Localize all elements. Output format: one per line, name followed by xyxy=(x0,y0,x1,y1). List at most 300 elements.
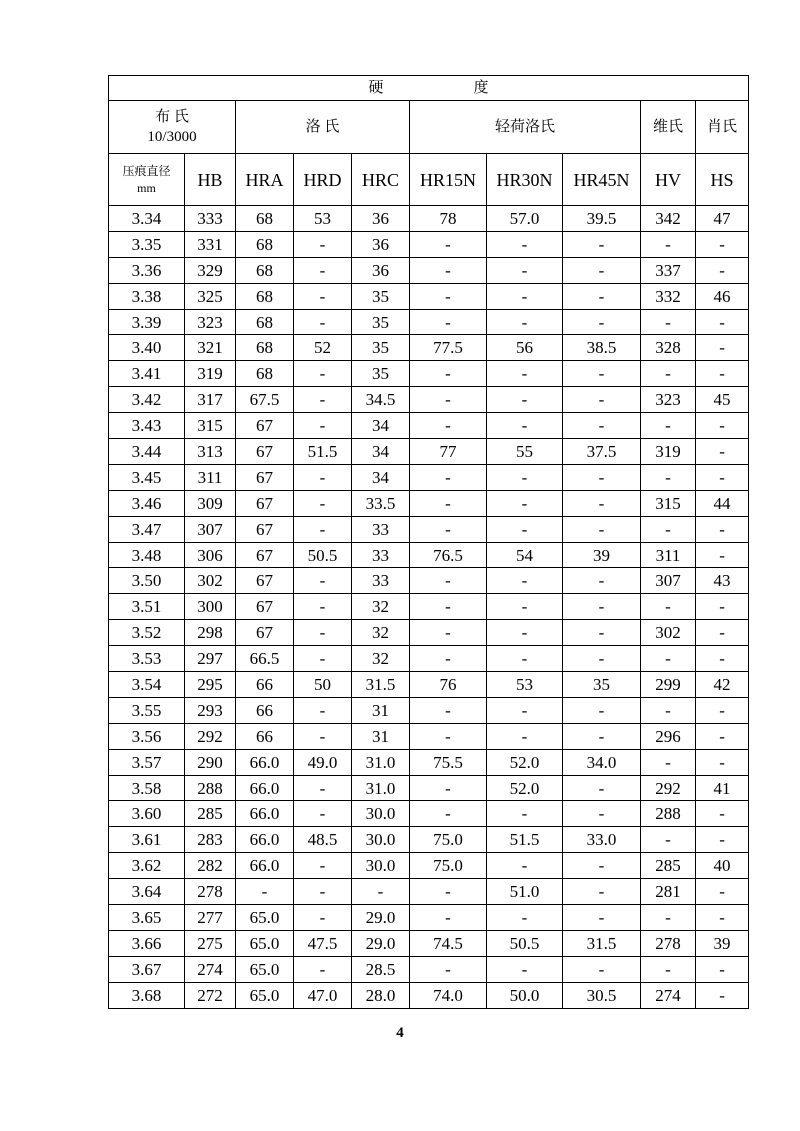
cell-hs: - xyxy=(696,697,749,723)
cell-hra: 67.5 xyxy=(236,387,294,413)
cell-hr45n: 39 xyxy=(563,542,641,568)
cell-hr45n: - xyxy=(563,283,641,309)
cell-hr15n: - xyxy=(410,516,487,542)
cell-hb: 311 xyxy=(185,464,236,490)
table-row xyxy=(109,439,749,465)
cell-hra: 66 xyxy=(236,672,294,698)
cell-hb: 317 xyxy=(185,387,236,413)
cell-hr45n: - xyxy=(563,853,641,879)
cell-hs: - xyxy=(696,982,749,1008)
header-light-rockwell: 轻荷洛氏 xyxy=(410,101,641,154)
cell-hra: 67 xyxy=(236,490,294,516)
cell-hr45n: 31.5 xyxy=(563,930,641,956)
cell-hrc: 34 xyxy=(352,439,410,465)
cell-hs: - xyxy=(696,542,749,568)
header-hr30n: HR30N xyxy=(487,154,563,206)
table-row xyxy=(109,827,749,853)
cell-indent-diameter: 3.54 xyxy=(109,672,185,698)
cell-hv: - xyxy=(641,697,696,723)
cell-hr30n: 52.0 xyxy=(487,775,563,801)
cell-hr15n: - xyxy=(410,594,487,620)
cell-hr30n: - xyxy=(487,853,563,879)
cell-hr15n: 76 xyxy=(410,672,487,698)
cell-hs: - xyxy=(696,801,749,827)
cell-hrc: 28.0 xyxy=(352,982,410,1008)
cell-hra: 67 xyxy=(236,413,294,439)
cell-indent-diameter: 3.48 xyxy=(109,542,185,568)
cell-hra: 67 xyxy=(236,594,294,620)
cell-hr45n: - xyxy=(563,697,641,723)
cell-hr45n: - xyxy=(563,516,641,542)
cell-hb: 302 xyxy=(185,568,236,594)
cell-hr30n: - xyxy=(487,231,563,257)
cell-hrd: - xyxy=(294,283,352,309)
cell-hs: - xyxy=(696,905,749,931)
cell-hb: 298 xyxy=(185,620,236,646)
cell-hb: 295 xyxy=(185,672,236,698)
cell-hr45n: 38.5 xyxy=(563,335,641,361)
cell-hr30n: - xyxy=(487,697,563,723)
cell-hb: 300 xyxy=(185,594,236,620)
cell-hr15n: - xyxy=(410,620,487,646)
cell-indent-diameter: 3.38 xyxy=(109,283,185,309)
cell-hrc: 33.5 xyxy=(352,490,410,516)
cell-hv: 337 xyxy=(641,257,696,283)
cell-hv: 311 xyxy=(641,542,696,568)
cell-hv: 332 xyxy=(641,283,696,309)
cell-hr30n: - xyxy=(487,956,563,982)
cell-hr15n: 77 xyxy=(410,439,487,465)
header-rockwell: 洛 氏 xyxy=(236,101,410,154)
cell-hr30n: - xyxy=(487,257,563,283)
cell-hs: - xyxy=(696,413,749,439)
table-row xyxy=(109,335,749,361)
cell-hs: - xyxy=(696,646,749,672)
cell-hrc: 32 xyxy=(352,594,410,620)
cell-hrc: 34 xyxy=(352,464,410,490)
cell-hrc: 31 xyxy=(352,723,410,749)
cell-hr30n: - xyxy=(487,516,563,542)
cell-hb: 285 xyxy=(185,801,236,827)
cell-hb: 297 xyxy=(185,646,236,672)
cell-indent-diameter: 3.41 xyxy=(109,361,185,387)
cell-indent-diameter: 3.55 xyxy=(109,697,185,723)
cell-hrd: - xyxy=(294,568,352,594)
cell-hv: - xyxy=(641,956,696,982)
cell-hv: 281 xyxy=(641,879,696,905)
cell-hb: 277 xyxy=(185,905,236,931)
table-row xyxy=(109,930,749,956)
cell-hr45n: - xyxy=(563,490,641,516)
table-row xyxy=(109,879,749,905)
cell-indent-diameter: 3.44 xyxy=(109,439,185,465)
cell-hr45n: - xyxy=(563,775,641,801)
cell-indent-diameter: 3.65 xyxy=(109,905,185,931)
cell-hrd: - xyxy=(294,853,352,879)
cell-hr30n: 51.5 xyxy=(487,827,563,853)
table-row xyxy=(109,697,749,723)
cell-indent-diameter: 3.61 xyxy=(109,827,185,853)
cell-hra: 66.0 xyxy=(236,853,294,879)
cell-hr15n: 76.5 xyxy=(410,542,487,568)
cell-hrc: 36 xyxy=(352,257,410,283)
cell-hr30n: - xyxy=(487,723,563,749)
cell-hr45n: - xyxy=(563,723,641,749)
header-brinell-line1: 布 氏 xyxy=(155,108,189,125)
cell-hr45n: - xyxy=(563,905,641,931)
cell-hb: 319 xyxy=(185,361,236,387)
cell-hr45n: - xyxy=(563,956,641,982)
cell-hr45n: - xyxy=(563,879,641,905)
cell-hr45n: - xyxy=(563,387,641,413)
cell-indent-diameter: 3.35 xyxy=(109,231,185,257)
cell-hrd: - xyxy=(294,905,352,931)
cell-hv: 323 xyxy=(641,387,696,413)
cell-hs: 43 xyxy=(696,568,749,594)
cell-hr15n: - xyxy=(410,801,487,827)
cell-hrc: 36 xyxy=(352,231,410,257)
cell-hs: 40 xyxy=(696,853,749,879)
cell-hra: 66.5 xyxy=(236,646,294,672)
cell-hv: 274 xyxy=(641,982,696,1008)
cell-hrd: - xyxy=(294,413,352,439)
table-row xyxy=(109,283,749,309)
cell-hr30n: 51.0 xyxy=(487,879,563,905)
cell-indent-diameter: 3.40 xyxy=(109,335,185,361)
cell-hv: - xyxy=(641,516,696,542)
cell-hr15n: - xyxy=(410,257,487,283)
table-row xyxy=(109,387,749,413)
header-hra: HRA xyxy=(236,154,294,206)
table-row xyxy=(109,749,749,775)
cell-hv: 328 xyxy=(641,335,696,361)
cell-hra: 68 xyxy=(236,361,294,387)
cell-hr15n: - xyxy=(410,568,487,594)
cell-hb: 283 xyxy=(185,827,236,853)
cell-hb: 274 xyxy=(185,956,236,982)
cell-hs: - xyxy=(696,827,749,853)
cell-indent-diameter: 3.53 xyxy=(109,646,185,672)
table-row xyxy=(109,490,749,516)
cell-hrd: 52 xyxy=(294,335,352,361)
cell-hr15n: - xyxy=(410,413,487,439)
cell-hs: - xyxy=(696,956,749,982)
cell-hr30n: - xyxy=(487,905,563,931)
cell-hrd: - xyxy=(294,231,352,257)
cell-hr15n: - xyxy=(410,361,487,387)
cell-hr15n: - xyxy=(410,283,487,309)
header-indent-line2: mm xyxy=(137,180,156,195)
table-row xyxy=(109,413,749,439)
cell-hra: 68 xyxy=(236,257,294,283)
cell-hb: 309 xyxy=(185,490,236,516)
cell-hb: 325 xyxy=(185,283,236,309)
cell-hr30n: 50.0 xyxy=(487,982,563,1008)
cell-hra: 67 xyxy=(236,439,294,465)
cell-indent-diameter: 3.42 xyxy=(109,387,185,413)
cell-hra: - xyxy=(236,879,294,905)
cell-hr15n: 74.0 xyxy=(410,982,487,1008)
cell-hrc: 30.0 xyxy=(352,827,410,853)
cell-hr30n: - xyxy=(487,568,563,594)
cell-hra: 66.0 xyxy=(236,801,294,827)
cell-hr45n: 34.0 xyxy=(563,749,641,775)
cell-hr30n: - xyxy=(487,594,563,620)
cell-hs: - xyxy=(696,594,749,620)
cell-hra: 66 xyxy=(236,697,294,723)
cell-hs: - xyxy=(696,749,749,775)
cell-hr15n: - xyxy=(410,387,487,413)
cell-hrc: 33 xyxy=(352,542,410,568)
table-row xyxy=(109,853,749,879)
cell-hrd: - xyxy=(294,594,352,620)
cell-hrc: 36 xyxy=(352,206,410,232)
header-hs: HS xyxy=(696,154,749,206)
cell-hv: - xyxy=(641,749,696,775)
header-indent-diameter xyxy=(109,154,185,206)
cell-hrc: 33 xyxy=(352,568,410,594)
cell-hb: 333 xyxy=(185,206,236,232)
cell-hr30n: 54 xyxy=(487,542,563,568)
cell-hrd: - xyxy=(294,697,352,723)
cell-hb: 293 xyxy=(185,697,236,723)
cell-hr30n: - xyxy=(487,801,563,827)
cell-hs: - xyxy=(696,879,749,905)
cell-hv: - xyxy=(641,413,696,439)
header-vickers: 维氏 xyxy=(641,101,696,154)
cell-hv: 302 xyxy=(641,620,696,646)
cell-hrc: 32 xyxy=(352,620,410,646)
cell-hrd: - xyxy=(294,620,352,646)
header-row-groups xyxy=(109,101,749,154)
cell-hra: 65.0 xyxy=(236,956,294,982)
cell-hr45n: - xyxy=(563,568,641,594)
table-row xyxy=(109,620,749,646)
table-row xyxy=(109,672,749,698)
cell-hr15n: - xyxy=(410,775,487,801)
cell-hr15n: 74.5 xyxy=(410,930,487,956)
cell-hr30n: - xyxy=(487,620,563,646)
cell-hr15n: - xyxy=(410,490,487,516)
cell-indent-diameter: 3.64 xyxy=(109,879,185,905)
cell-hr15n: 75.0 xyxy=(410,827,487,853)
cell-indent-diameter: 3.51 xyxy=(109,594,185,620)
cell-hrc: 29.0 xyxy=(352,905,410,931)
cell-hv: 319 xyxy=(641,439,696,465)
cell-hrd: - xyxy=(294,257,352,283)
cell-hra: 68 xyxy=(236,335,294,361)
cell-hr30n: - xyxy=(487,387,563,413)
cell-hrd: 48.5 xyxy=(294,827,352,853)
cell-hra: 66.0 xyxy=(236,749,294,775)
cell-hv: 342 xyxy=(641,206,696,232)
cell-hr45n: - xyxy=(563,257,641,283)
cell-indent-diameter: 3.47 xyxy=(109,516,185,542)
cell-hs: 47 xyxy=(696,206,749,232)
cell-hr30n: - xyxy=(487,309,563,335)
cell-hb: 329 xyxy=(185,257,236,283)
cell-hr30n: 56 xyxy=(487,335,563,361)
header-shore: 肖氏 xyxy=(696,101,749,154)
cell-hs: - xyxy=(696,361,749,387)
cell-hv: - xyxy=(641,827,696,853)
cell-hv: 296 xyxy=(641,723,696,749)
cell-hr30n: - xyxy=(487,490,563,516)
cell-hrd: - xyxy=(294,516,352,542)
cell-hr15n: - xyxy=(410,309,487,335)
header-hardness: 硬 度 xyxy=(109,76,749,101)
cell-indent-diameter: 3.56 xyxy=(109,723,185,749)
cell-hra: 66 xyxy=(236,723,294,749)
cell-hrd: - xyxy=(294,956,352,982)
cell-hrd: 53 xyxy=(294,206,352,232)
cell-hrc: 32 xyxy=(352,646,410,672)
header-hrc: HRC xyxy=(352,154,410,206)
cell-hr45n: - xyxy=(563,361,641,387)
cell-hs: - xyxy=(696,309,749,335)
table-row xyxy=(109,361,749,387)
cell-hrc: 31.5 xyxy=(352,672,410,698)
cell-hr15n: - xyxy=(410,905,487,931)
cell-hb: 331 xyxy=(185,231,236,257)
cell-hs: - xyxy=(696,464,749,490)
table-row xyxy=(109,956,749,982)
cell-hr45n: 35 xyxy=(563,672,641,698)
cell-hrc: 30.0 xyxy=(352,801,410,827)
table-row xyxy=(109,594,749,620)
cell-hb: 275 xyxy=(185,930,236,956)
cell-hv: - xyxy=(641,361,696,387)
table-row xyxy=(109,206,749,232)
header-row-sub xyxy=(109,154,749,206)
cell-hrd: - xyxy=(294,775,352,801)
cell-hr30n: 57.0 xyxy=(487,206,563,232)
cell-hrd: - xyxy=(294,801,352,827)
cell-hv: - xyxy=(641,594,696,620)
cell-hb: 323 xyxy=(185,309,236,335)
cell-hs: 41 xyxy=(696,775,749,801)
cell-hr15n: - xyxy=(410,464,487,490)
cell-hrc: - xyxy=(352,879,410,905)
cell-hr30n: - xyxy=(487,283,563,309)
cell-hrd: - xyxy=(294,464,352,490)
cell-hra: 68 xyxy=(236,206,294,232)
cell-hrd: 47.0 xyxy=(294,982,352,1008)
cell-hv: - xyxy=(641,646,696,672)
cell-hv: 299 xyxy=(641,672,696,698)
cell-hrc: 30.0 xyxy=(352,853,410,879)
cell-indent-diameter: 3.52 xyxy=(109,620,185,646)
cell-hr45n: - xyxy=(563,646,641,672)
table-row xyxy=(109,982,749,1008)
cell-hrd: 50 xyxy=(294,672,352,698)
cell-hr30n: 55 xyxy=(487,439,563,465)
cell-hb: 292 xyxy=(185,723,236,749)
cell-indent-diameter: 3.45 xyxy=(109,464,185,490)
cell-hv: 292 xyxy=(641,775,696,801)
table-row xyxy=(109,646,749,672)
cell-hr45n: - xyxy=(563,801,641,827)
cell-hra: 68 xyxy=(236,231,294,257)
cell-hrd: - xyxy=(294,723,352,749)
cell-hr30n: 53 xyxy=(487,672,563,698)
cell-hb: 272 xyxy=(185,982,236,1008)
cell-hrc: 34 xyxy=(352,413,410,439)
cell-indent-diameter: 3.36 xyxy=(109,257,185,283)
cell-hs: 39 xyxy=(696,930,749,956)
table-row xyxy=(109,516,749,542)
header-hrd: HRD xyxy=(294,154,352,206)
cell-indent-diameter: 3.43 xyxy=(109,413,185,439)
cell-hb: 313 xyxy=(185,439,236,465)
cell-hb: 282 xyxy=(185,853,236,879)
cell-hb: 288 xyxy=(185,775,236,801)
cell-hr30n: - xyxy=(487,464,563,490)
cell-hr45n: - xyxy=(563,413,641,439)
cell-hr45n: - xyxy=(563,464,641,490)
table-row xyxy=(109,801,749,827)
cell-indent-diameter: 3.62 xyxy=(109,853,185,879)
cell-indent-diameter: 3.68 xyxy=(109,982,185,1008)
cell-hr15n: 77.5 xyxy=(410,335,487,361)
cell-hrd: - xyxy=(294,879,352,905)
cell-indent-diameter: 3.50 xyxy=(109,568,185,594)
header-brinell xyxy=(109,101,236,154)
cell-hr30n: - xyxy=(487,646,563,672)
cell-hr45n: 37.5 xyxy=(563,439,641,465)
cell-hv: - xyxy=(641,231,696,257)
table-row xyxy=(109,542,749,568)
cell-hs: - xyxy=(696,620,749,646)
cell-indent-diameter: 3.34 xyxy=(109,206,185,232)
page-number: 4 xyxy=(396,1025,404,1041)
cell-hr45n: 33.0 xyxy=(563,827,641,853)
cell-hb: 307 xyxy=(185,516,236,542)
header-hv: HV xyxy=(641,154,696,206)
cell-indent-diameter: 3.58 xyxy=(109,775,185,801)
cell-hrc: 35 xyxy=(352,309,410,335)
cell-hr30n: 52.0 xyxy=(487,749,563,775)
cell-hr45n: - xyxy=(563,309,641,335)
cell-hs: - xyxy=(696,335,749,361)
cell-indent-diameter: 3.60 xyxy=(109,801,185,827)
header-hr45n: HR45N xyxy=(563,154,641,206)
cell-hs: 45 xyxy=(696,387,749,413)
table-row xyxy=(109,464,749,490)
cell-hv: 278 xyxy=(641,930,696,956)
cell-hr30n: 50.5 xyxy=(487,930,563,956)
table-row xyxy=(109,568,749,594)
cell-hrc: 28.5 xyxy=(352,956,410,982)
cell-hs: - xyxy=(696,257,749,283)
cell-hs: - xyxy=(696,439,749,465)
cell-hr15n: - xyxy=(410,697,487,723)
table-row xyxy=(109,905,749,931)
cell-hra: 67 xyxy=(236,620,294,646)
cell-hr15n: - xyxy=(410,723,487,749)
cell-indent-diameter: 3.39 xyxy=(109,309,185,335)
cell-hr45n: 39.5 xyxy=(563,206,641,232)
cell-hs: 46 xyxy=(696,283,749,309)
cell-hrd: 50.5 xyxy=(294,542,352,568)
cell-hb: 306 xyxy=(185,542,236,568)
cell-hra: 67 xyxy=(236,568,294,594)
cell-hr45n: - xyxy=(563,594,641,620)
cell-hra: 65.0 xyxy=(236,930,294,956)
header-hr15n: HR15N xyxy=(410,154,487,206)
cell-hs: 44 xyxy=(696,490,749,516)
cell-hr45n: 30.5 xyxy=(563,982,641,1008)
